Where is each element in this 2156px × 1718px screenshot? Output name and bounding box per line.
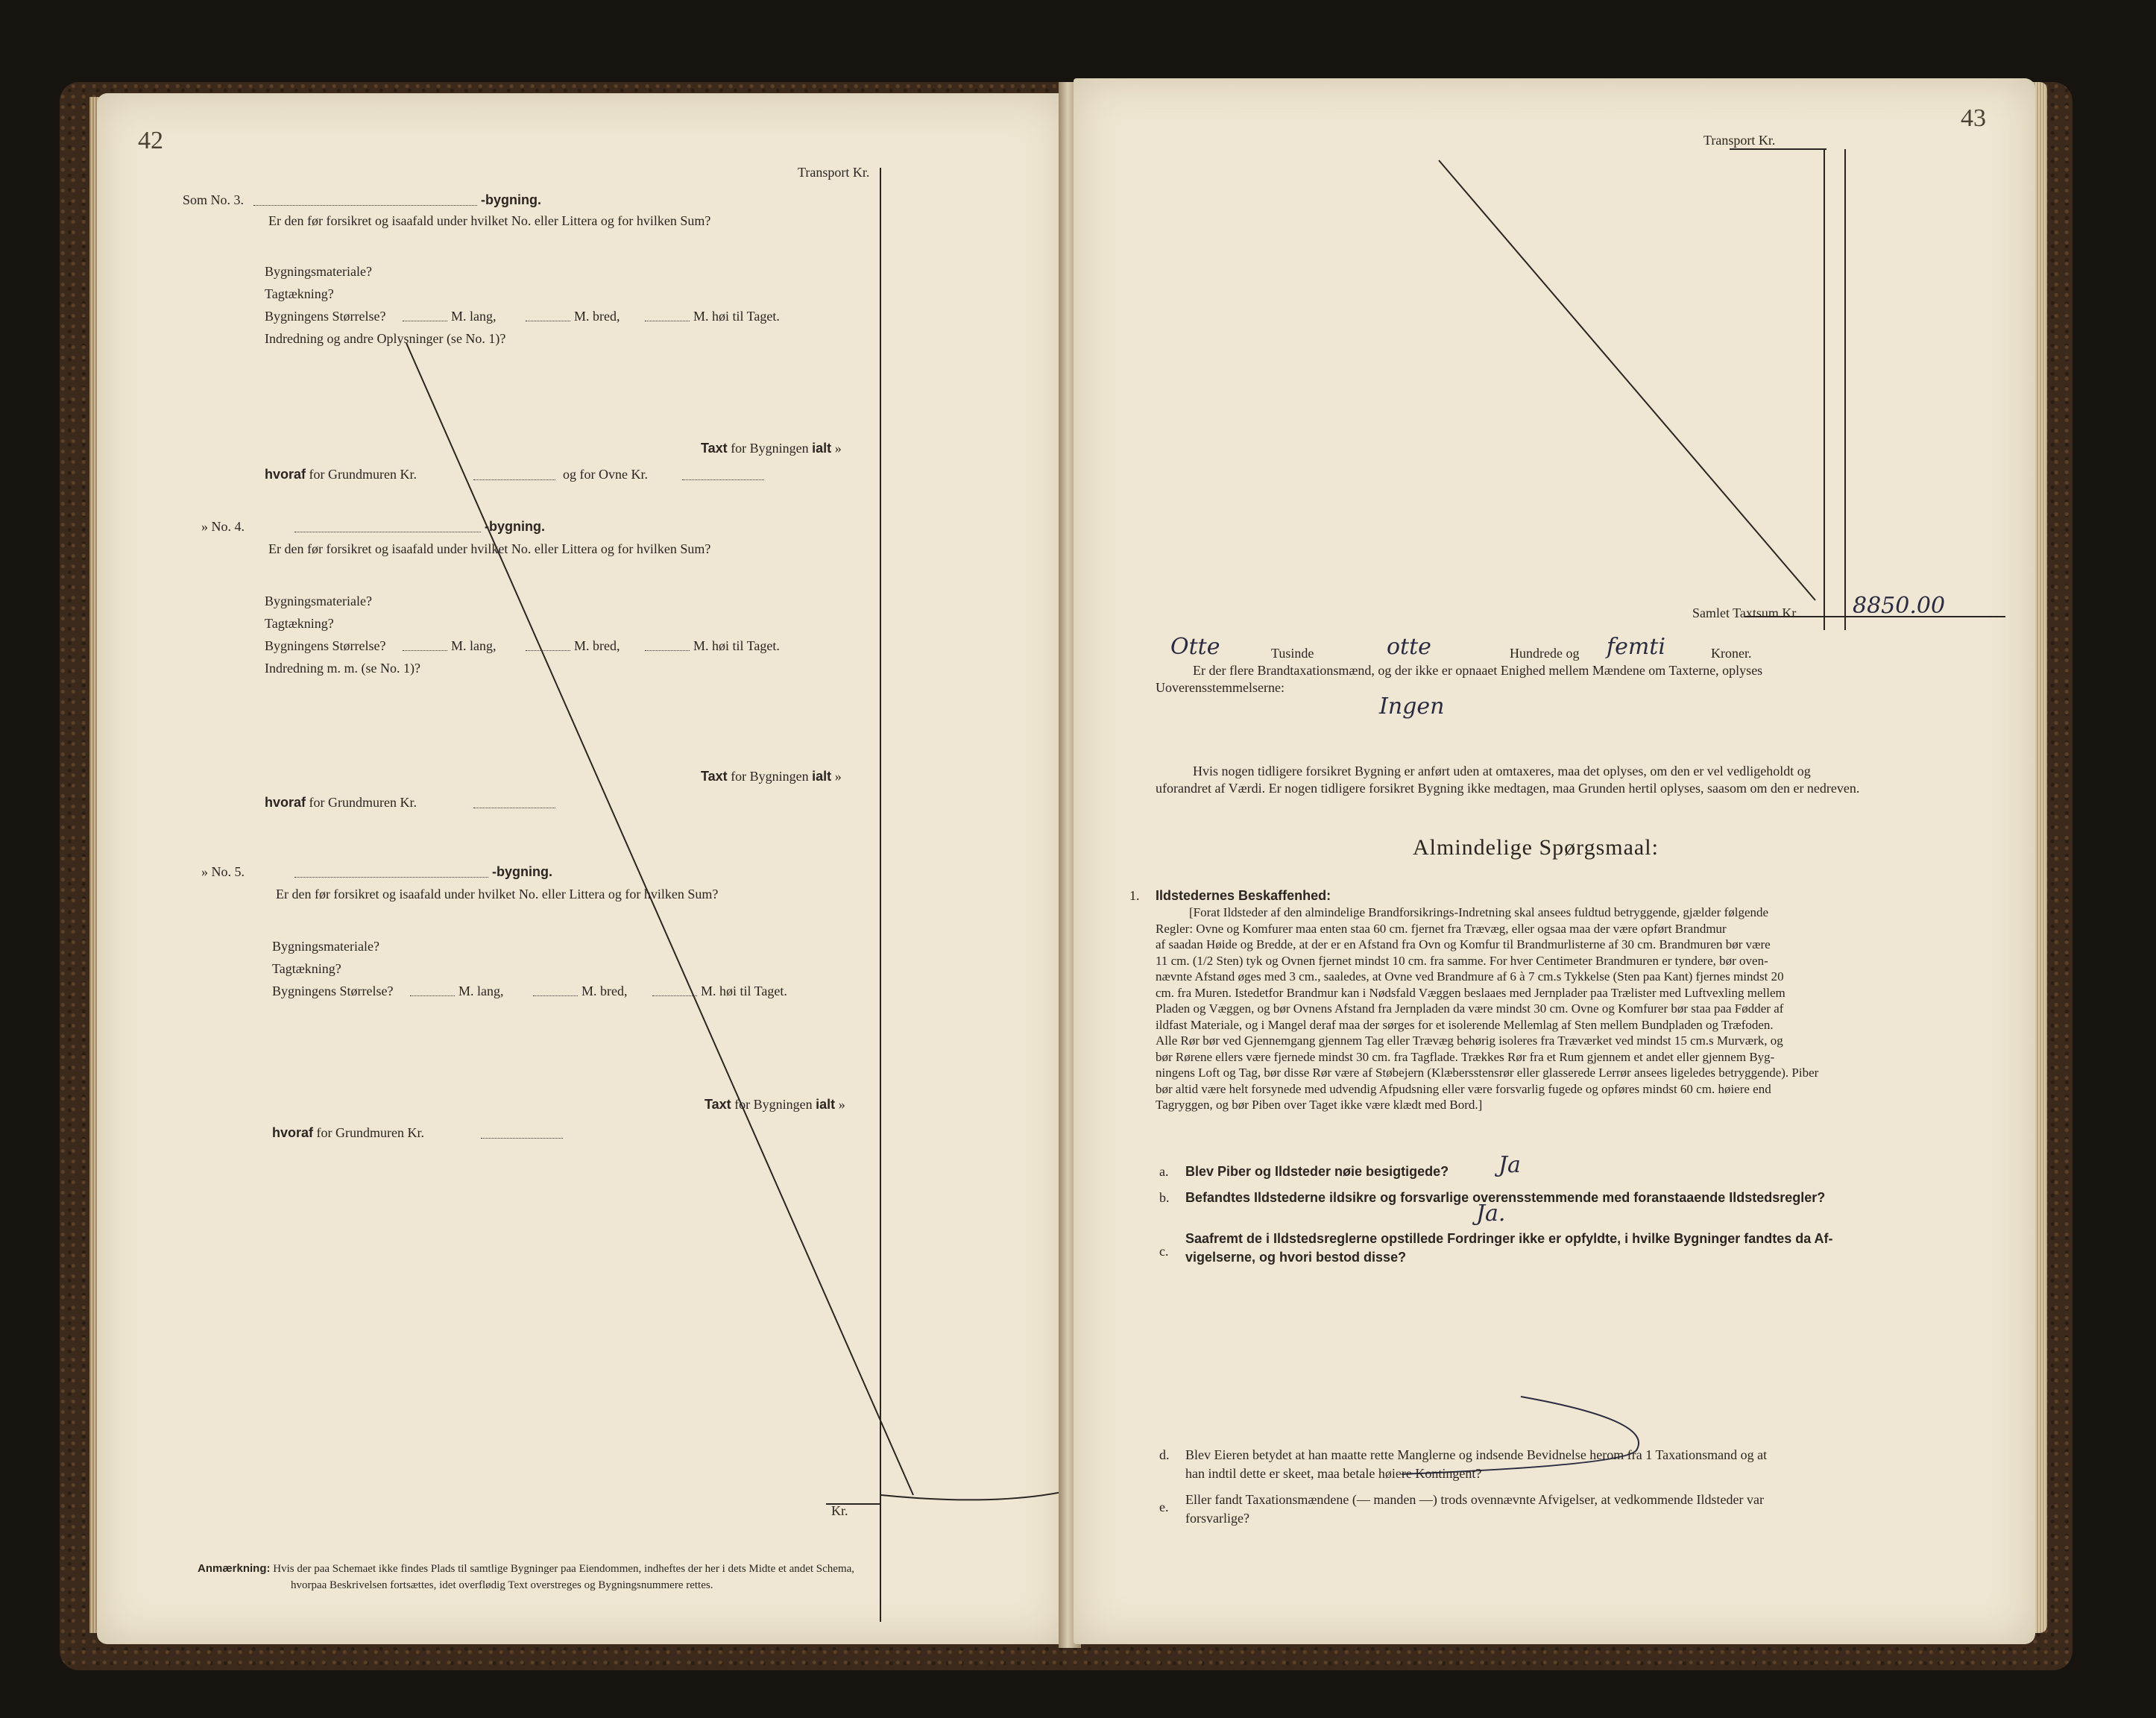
rules-line: af saadan Høide og Bredde, at der er en Afstand fra Ovn og Komfur til Brandmurlisterne af 30 cm. Brandmuren bør være	[1156, 937, 1771, 951]
label-bred: M. bred,	[581, 984, 628, 998]
question-forsikret: Er den før forsikret og isaafald under hvilket No. eller Littera og for hvilken Sum?	[268, 541, 711, 556]
question-flere-line2: Uoverensstemmelserne:	[1156, 680, 1285, 695]
grund-label: for Grundmuren Kr.	[316, 1125, 424, 1140]
question-c-line2: vigelserne, og hvori bestod disse?	[1185, 1250, 1407, 1265]
tax-rest: for Bygningen	[731, 769, 809, 784]
question-d-label: d.	[1159, 1447, 1170, 1462]
rules-line: cm. fra Muren. Istedetfor Brandmur kan i Nødsfald Væggen beslaaes med Jernplader paa Trælister med Luftvexling mellem	[1156, 985, 1785, 1000]
rules-line: Tagryggen, og bør Piben over Taget ikke være klædt med Bord.]	[1156, 1098, 1483, 1112]
answer-a: Ja	[1498, 1152, 1521, 1178]
note-line-2: hvorpaa Beskrivelsen fortsættes, idet overflødig Text overstreges og Bygningsnummere rettes.	[291, 1579, 713, 1591]
question-tidligere-line2: uforandret af Værdi. Er nogen tidligere forsikret Bygning ikke medtagen, maa Grunden hertil oplyses, saasom om den er nedreven.	[1156, 781, 1860, 796]
label-hundrede: Hundrede og	[1510, 646, 1580, 661]
label-roof: Tagtækning?	[272, 961, 341, 976]
tax-ialt: ialt	[812, 769, 832, 784]
cancel-strike-left	[97, 93, 1066, 1644]
question-c-label: c.	[1159, 1244, 1169, 1259]
section-heading: Almindelige Spørgsmaal:	[1413, 835, 1659, 860]
label-hoi: M. høi til Taget.	[701, 984, 787, 998]
samlet-label: Samlet Taxtsum Kr.	[1692, 605, 1799, 620]
section-suffix: -bygning.	[481, 192, 541, 207]
cancel-strike-right	[1074, 78, 2035, 1644]
label-hoi: M. høi til Taget.	[693, 638, 780, 653]
label-lang: M. lang,	[451, 638, 497, 653]
left-page	[97, 93, 1066, 1644]
right-page	[1074, 78, 2035, 1644]
answer-b: Ja.	[1476, 1201, 1506, 1227]
label-lang: M. lang,	[451, 309, 497, 324]
note-text-1: Hvis der paa Schemaet ikke findes Plads til samtlige Bygninger paa Eiendommen, indheftes der her i dets Midte et andet Schema,	[273, 1563, 855, 1575]
label-roof: Tagtækning?	[265, 616, 334, 631]
label-interior: Indredning og andre Oplysninger (se No. 1)?	[265, 331, 506, 346]
label-bred: M. bred,	[574, 638, 620, 653]
section-prefix: » No. 5.	[201, 864, 245, 879]
question-b-label: b.	[1159, 1190, 1170, 1205]
question-d-line1: Blev Eieren betydet at han maatte rette Manglerne og indsende Bevidnelse herom fra 1 Taxationsmand og at	[1185, 1447, 1768, 1462]
tax-rest: for Bygningen	[734, 1097, 813, 1112]
hvoraf-word: hvoraf	[272, 1125, 314, 1140]
question-a: Blev Piber og Ildsteder nøie besigtigede?	[1185, 1164, 1449, 1179]
tax-ialt: ialt	[816, 1097, 836, 1112]
label-size: Bygningens Størrelse?	[265, 309, 386, 324]
transport-label-right: Transport Kr.	[1703, 133, 1776, 148]
question-b: Befandtes Ildstederne ildsikre og forsvarlige overensstemmende med foranstaaende Ildstedsregler?	[1185, 1190, 1826, 1205]
note-label: Anmærkning:	[198, 1562, 271, 1575]
fire-rules-block	[1156, 904, 1998, 1113]
rules-line: nævnte Afstand øges med 3 cm., saaledes, at Ovne ved Brandmure af 6 à 7 cm.s Tykkelse (Sten paa Kant) fjernes mindst 20	[1156, 969, 1784, 984]
tax-word: Taxt	[701, 769, 728, 784]
rules-line: Regler: Ovne og Komfurer maa enten staa 60 cm. fjernet fra Trævæg, eller ogsaa maa der være opført Brandmur	[1156, 921, 1727, 936]
section-prefix: Som No. 3.	[183, 192, 245, 207]
label-tusinde: Tusinde	[1271, 646, 1314, 661]
question-flere-line1: Er der flere Brandtaxationsmænd, og der ikke er opnaaet Enighed mellem Mændene om Taxterne, oplyses	[1193, 663, 1763, 678]
question-e-label: e.	[1159, 1500, 1169, 1514]
grund-label: for Grundmuren Kr.	[309, 795, 417, 810]
tax-word: Taxt	[701, 441, 728, 456]
tax-line: Taxt for Bygningen ialt »	[701, 441, 842, 456]
rules-line: ildfast Materiale, og i Mangel deraf maa der sørges for et isolerende Mellemlag af Sten mellem Bundpladen og Træfoden.	[1156, 1017, 1774, 1032]
section-suffix: -bygning.	[492, 864, 552, 879]
label-lang: M. lang,	[458, 984, 504, 998]
question-tidligere-line1: Hvis nogen tidligere forsikret Bygning er anført uden at omtaxeres, maa det oplyses, om den er vel vedligeholdt og	[1193, 764, 1811, 778]
label-hoi: M. høi til Taget.	[693, 309, 780, 324]
label-roof: Tagtækning?	[265, 286, 334, 301]
tax-word: Taxt	[705, 1097, 731, 1112]
tax-rest: for Bygningen	[731, 441, 809, 456]
section-suffix: -bygning.	[485, 519, 545, 534]
kr-label: Kr.	[831, 1503, 848, 1518]
label-material: Bygningsmateriale?	[272, 939, 379, 954]
hand-tens: femti	[1607, 634, 1665, 660]
question-d-line2: han indtil dette er skeet, maa betale høiere Kontingent?	[1185, 1466, 1482, 1481]
rules-line: bør Rørene ellers være fjernede mindst 30 cm. fra Tagflade. Trækkes Rør fra et Rum gjennem et andet eller gjennem Byg-	[1156, 1049, 1775, 1064]
tax-line: Taxt for Bygningen ialt »	[701, 769, 842, 784]
rules-line: Alle Rør bør ved Gjennemgang gjennem Tag eller Trævæg behørig isoleres fra Træværket ved mindst 15 cm.s Murværk, og	[1156, 1033, 1783, 1048]
question-e-line2: forsvarlige?	[1185, 1511, 1249, 1526]
rules-line: 11 cm. (1/2 Sten) tyk og Ovnen fjernet mindst 10 cm. fra samme. For hver Centimeter Brandmuren er tyndere, bør oven-	[1156, 953, 1768, 968]
question-e-line1: Eller fandt Taxationsmændene (— manden —) trods ovennævnte Afvigelser, at vedkommende Ildsteder var	[1185, 1492, 1764, 1507]
question-a-label: a.	[1159, 1164, 1169, 1179]
page-number-left: 42	[138, 127, 163, 154]
item1-number: 1.	[1129, 888, 1140, 903]
question-forsikret: Er den før forsikret og isaafald under hvilket No. eller Littera og for hvilken Sum?	[268, 213, 711, 228]
question-forsikret: Er den før forsikret og isaafald under hvilket No. eller Littera og for hvilken Sum?	[276, 887, 719, 902]
rules-line: bør altid være helt forsynede med udvendig Afpudsning eller være forsvarlig fugede og opføres mindst 60 cm. høiere end	[1156, 1081, 1771, 1096]
hand-thousands: Otte	[1170, 634, 1220, 660]
label-kroner: Kroner.	[1711, 646, 1752, 661]
hvoraf-word: hvoraf	[265, 467, 306, 482]
rules-line: ningens Loft og Tag, bør disse Rør være af Støbejern (Klæbersstensrør eller glasserede Lerrør ansees ligeledes betryggende). Piber	[1156, 1066, 1819, 1080]
label-bred: M. bred,	[574, 309, 620, 324]
tax-ialt: ialt	[812, 441, 832, 456]
section-prefix: » No. 4.	[201, 519, 245, 534]
rules-line: [Forat Ildsteder af den almindelige Brandforsikrings-Indretning skal ansees fuldtud betryggende, gjælder følgende	[1189, 905, 1769, 919]
tax-line: Taxt for Bygningen ialt »	[705, 1097, 845, 1112]
label-material: Bygningsmateriale?	[265, 264, 372, 279]
transport-label-left: Transport Kr.	[798, 165, 870, 180]
label-size: Bygningens Størrelse?	[272, 984, 394, 998]
question-c-line1: Saafremt de i Ildstedsreglerne opstillede Fordringer ikke er opfyldte, i hvilke Bygninger fandtes da Af-	[1185, 1231, 1833, 1246]
ovne-label: og for Ovne Kr.	[563, 467, 648, 482]
grund-label: for Grundmuren Kr.	[309, 467, 417, 482]
rules-line: Pladen og Væggen, og bør Ovnens Afstand fra Jernpladen da være mindst 30 cm. Ovne og Komfurer bør staa paa Fødder af	[1156, 1001, 1784, 1016]
page-number-right: 43	[1961, 104, 1986, 132]
item1-title: Ildstedernes Beskaffenhed:	[1156, 888, 1331, 903]
label-size: Bygningens Størrelse?	[265, 638, 386, 653]
hand-hundreds: otte	[1387, 634, 1431, 660]
label-material: Bygningsmateriale?	[265, 594, 372, 608]
samlet-value: 8850.00	[1853, 593, 1946, 619]
label-interior: Indredning m. m. (se No. 1)?	[265, 661, 420, 676]
answer-flere: Ingen	[1379, 693, 1445, 720]
hvoraf-word: hvoraf	[265, 795, 306, 810]
